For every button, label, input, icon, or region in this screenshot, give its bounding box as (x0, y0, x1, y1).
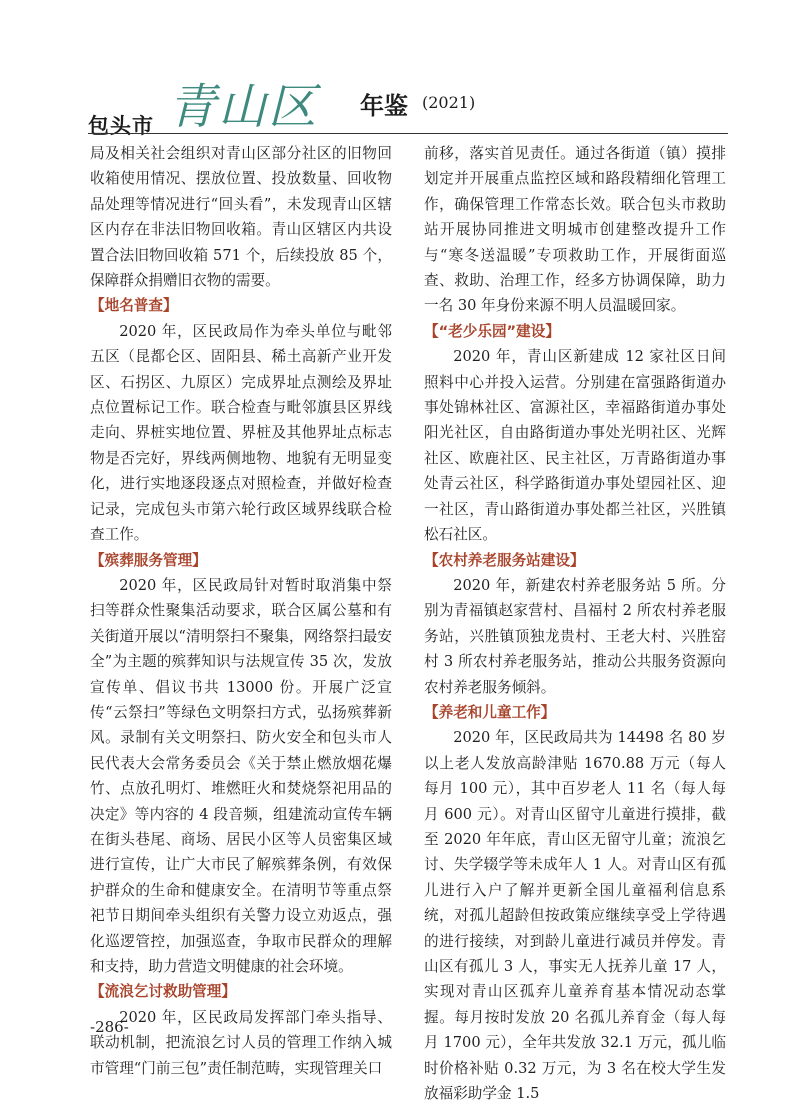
section-heading: 【地名普查】 (90, 297, 178, 315)
header-yearbook: 年鉴 (360, 91, 408, 120)
left-column (90, 141, 392, 1081)
paragraph: 2020 年，区民政局作为牵头单位与毗邻五区（昆都仑区、固阳县、稀土高新产业开发区、石拐区、九原区）完成界址点测绘及界址点位置标记工作。联合检查与毗邻旗县区界线走向、界桩实地位置、界桩及其他界址点标志物是否完好，界线两侧地物、地貌有无明显变化，进行实地逐段逐点对照检查，并做好检查记录，完成包头市第六轮行政区域界线联合检查工作。 (90, 322, 392, 544)
page-number: -286- (90, 1018, 129, 1036)
page-header (88, 64, 728, 140)
paragraph: 局及相关社会组织对青山区部分社区的旧物回收箱使用情况、摆放位置、投放数量、回收物品处理等情况进行“回头看”，未发现青山区辖区内存在非法旧物回收箱。青山区辖区内共设置合法旧物回收箱 571 个，后续投放 85 个，保障群众捐赠旧衣物的需要。 (90, 145, 392, 290)
section-heading: 【农村养老服务站建设】 (424, 551, 585, 569)
header-rule (88, 133, 728, 134)
header-district-calligraphy: 青山区 (168, 79, 319, 135)
section-heading: 【流浪乞讨救助管理】 (90, 983, 236, 1001)
section-heading: 【殡葬服务管理】 (90, 551, 207, 569)
header-city: 包头市 (88, 113, 154, 138)
paragraph: 2020 年，青山区新建成 12 家社区日间照料中心并投入运营。分别建在富强路街道办事处锦林社区、富源社区，幸福路街道办事处阳光社区，自由路街道办事处光明社区、光辉社区、欧鹿社区、民主社区，万青路街道办事处青云社区，科学路街道办事处望园社区、迎一社区，青山路街道办事处都兰社区，兴胜镇松石社区。 (424, 348, 726, 544)
paragraph: 2020 年，区民政局共为 14498 名 80 岁以上老人发放高龄津贴 1670.88 万元（每人每月 100 元），其中百岁老人 11 名（每人每月 600 元）。对青山区留守儿童进行摸排，截至 2020 年年底，青山区无留守儿童；流浪乞讨、失学辍学等未成年人 1 人。对青山区有孤儿进行入户了解并更新全国儿童福利信息系统，对孤儿超龄但按政策应继续享受上学待遇的进行接续，对到龄儿童进行减员并停发。青山区有孤儿 3 人，事实无人抚养儿童 17 人，实现对青山区孤弃儿童养育基本情况动态掌握。每月按时发放 20 名孤儿养育金（每人每月 1700 元），全年共发放 32.1 万元，孤儿临时价格补贴 0.32 万元，为 3 名在校大学生发放福彩助学金 1.5 (424, 729, 726, 1103)
paragraph: 2020 年，区民政局针对暂时取消集中祭扫等群众性聚集活动要求，联合区属公墓和有关街道开展以“清明祭扫不聚集，网络祭扫最安全”为主题的殡葬知识与法规宣传 35 次，发放宣传单、倡议书共 13000 份。开展广泛宣传“云祭扫”等绿色文明祭扫方式，弘扬殡葬新风。录制有关文明祭扫、防火安全和包头市人民代表大会常务委员会《关于禁止燃放烟花爆竹、点放孔明灯、堆燃旺火和焚烧祭祀用品的决定》等内容的 4 段音频，组建流动宣传车辆在街头巷尾、商场、居民小区等人员密集区域进行宣传，让广大市民了解殡葬条例，有效保护群众的生命和健康安全。在清明节等重点祭祀节日期间牵头组织有关警力设立劝返点，强化巡逻管控，加强巡查，争取市民群众的理解和支持，助力营造文明健康的社会环境。 (90, 576, 392, 975)
section-heading: 【养老和儿童工作】 (424, 703, 556, 721)
paragraph: 前移，落实首见责任。通过各街道（镇）摸排划定并开展重点监控区域和路段精细化管理工作，确保管理工作常态长效。联合包头市救助站开展协同推进文明城市创建整改提升工作与“寒冬送温暖”专项救助工作，开展街面巡查、救助、治理工作，经多方协调保障，助力一名 30 年身份来源不明人员温暖回家。 (424, 145, 726, 315)
paragraph: 2020 年，新建农村养老服务站 5 所。分别为青福镇赵家营村、昌福村 2 所农村养老服务站，兴胜镇顶独龙贵村、王老大村、兴胜窑村 3 所农村养老服务站，推动公共服务资源向农村养老服务倾斜。 (424, 576, 726, 696)
paragraph: 2020 年，区民政局发挥部门牵头指导、联动机制，把流浪乞讨人员的管理工作纳入城市管理“门前三包”责任制范畴，实现管理关口 (90, 1008, 392, 1077)
header-year: (2021) (422, 93, 476, 112)
right-column (424, 141, 726, 1106)
section-heading: 【“老少乐园”建设】 (424, 322, 560, 340)
